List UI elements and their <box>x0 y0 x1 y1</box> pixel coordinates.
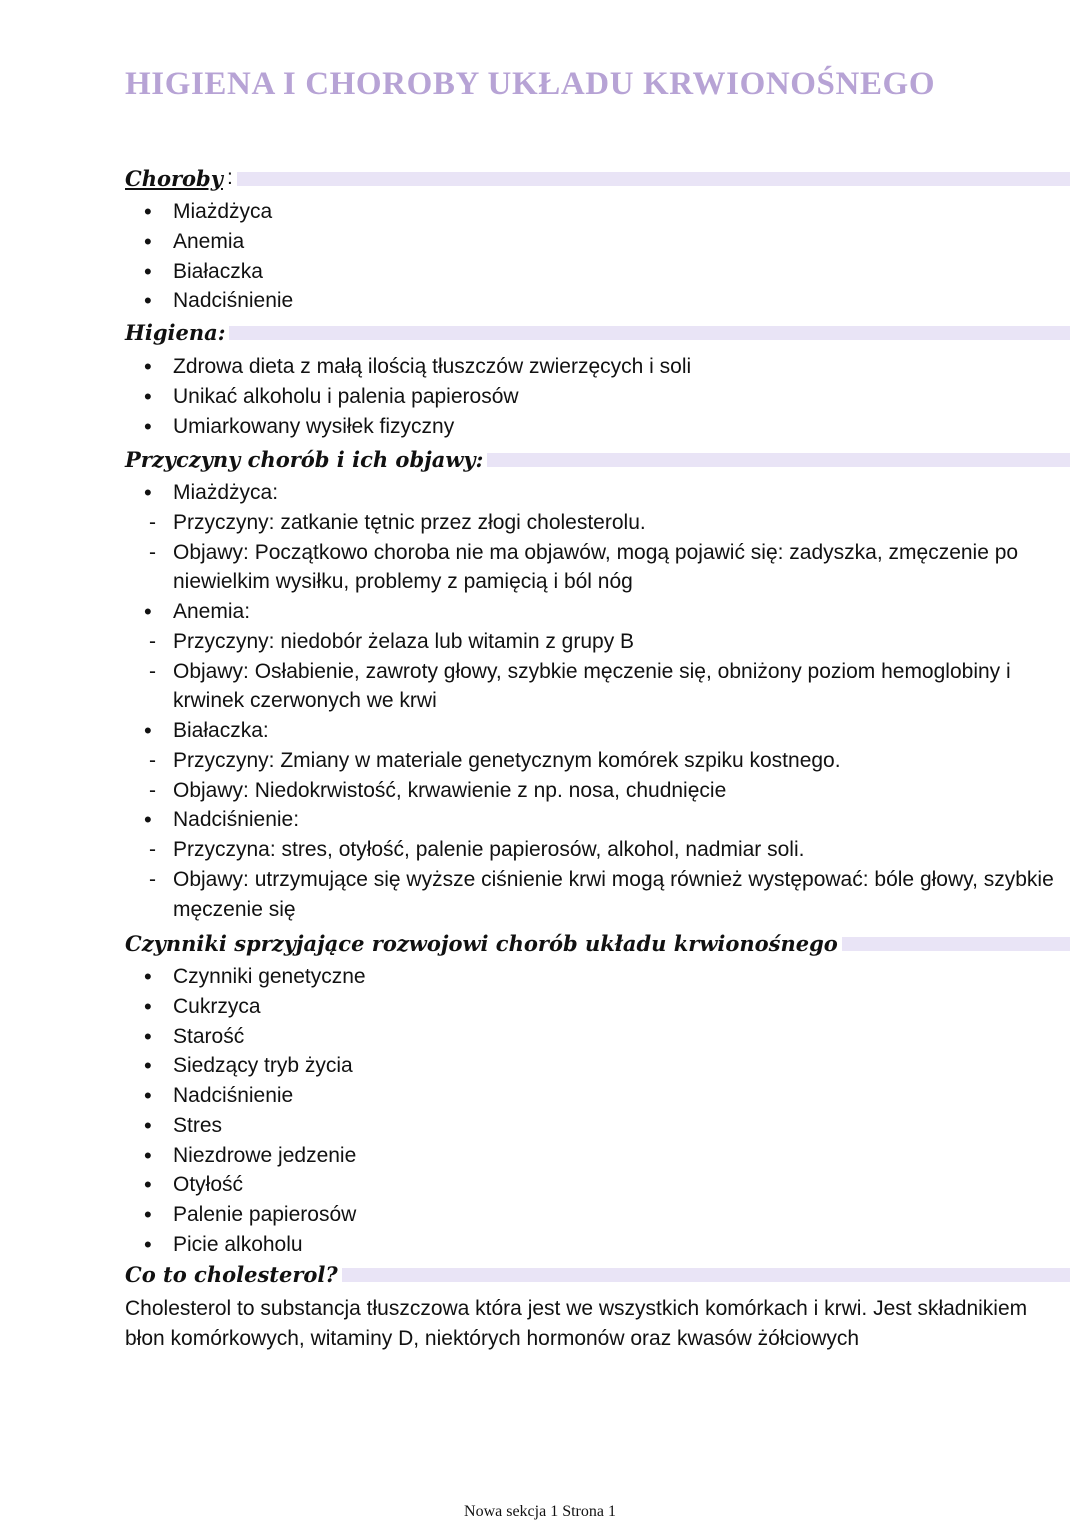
heading-highlight-bar <box>342 1268 1070 1282</box>
list-item: • Nadciśnienie <box>140 1081 1070 1111</box>
disease-item: • Anemia: <box>140 597 1070 627</box>
list-item: • Otyłość <box>140 1170 1070 1200</box>
list-item: • Białaczka <box>140 257 1070 287</box>
list-item: • Siedzący tryb życia <box>140 1051 1070 1081</box>
section-heading-cholesterol: Co to cholesterol? <box>125 1261 338 1287</box>
list-item: • Starość <box>140 1022 1070 1052</box>
section-cholesterol-header <box>125 1259 1070 1289</box>
list-item: • Niezdrowe jedzenie <box>140 1141 1070 1171</box>
section-heading-higiena: Higiena: <box>125 319 226 345</box>
list-item: • Unikać alkoholu i palenia papierosów <box>140 382 1070 412</box>
section-czynniki-header <box>125 928 1070 958</box>
symptom-line: - Objawy: utrzymujące się wyższe ciśnienie krwi mogą również występować: bóle głowy, szybkie męczenie się <box>140 865 1070 925</box>
list-item: • Umiarkowany wysiłek fizyczny <box>140 412 1070 442</box>
list-item: • Cukrzyca <box>140 992 1070 1022</box>
page-footer: Nowa sekcja 1 Strona 1 <box>464 1503 616 1520</box>
section-choroby-header <box>125 163 1070 193</box>
list-item: • Czynniki genetyczne <box>140 962 1070 992</box>
heading-colon: : <box>226 166 233 189</box>
section-heading-czynniki: Czynniki sprzyjające rozwojowi chorób układu krwionośnego <box>125 930 838 956</box>
section-heading-przyczyny: Przyczyny chorób i ich objawy: <box>125 446 484 472</box>
section-przyczyny-header <box>125 444 1070 474</box>
list-item: • Miażdżyca <box>140 197 1070 227</box>
section-higiena-header <box>125 317 1070 347</box>
cause-line: - Przyczyny: niedobór żelaza lub witamin z grupy B <box>140 627 1070 657</box>
list-item: • Nadciśnienie <box>140 286 1070 316</box>
list-item: • Palenie papierosów <box>140 1200 1070 1230</box>
disease-item: • Miażdżyca: <box>140 478 1070 508</box>
choroby-list <box>140 197 1070 316</box>
cause-line: - Przyczyny: zatkanie tętnic przez złogi cholesterolu. <box>140 508 1070 538</box>
heading-highlight-bar <box>842 937 1070 951</box>
przyczyny-list <box>140 478 1070 924</box>
cholesterol-paragraph: Cholesterol to substancja tłuszczowa która jest we wszystkich komórkach i krwi. Jest składnikiem błon komórkowych, witaminy D, niektórych hormonów oraz kwasów żółciowych <box>125 1297 1028 1350</box>
symptom-line: - Objawy: Niedokrwistość, krwawienie z np. nosa, chudnięcie <box>140 776 1070 806</box>
disease-item: • Białaczka: <box>140 716 1070 746</box>
list-item: • Anemia <box>140 227 1070 257</box>
heading-highlight-bar <box>237 172 1070 186</box>
heading-highlight-bar <box>229 326 1070 340</box>
symptom-line: - Objawy: Osłabienie, zawroty głowy, szybkie męczenie się, obniżony poziom hemoglobiny i krwinek czerwonych we krwi <box>140 657 1070 717</box>
cause-line: - Przyczyna: stres, otyłość, palenie papierosów, alkohol, nadmiar soli. <box>140 835 1070 865</box>
symptom-line: - Objawy: Początkowo choroba nie ma objawów, mogą pojawić się: zadyszka, zmęczenie po niewielkim wysiłku, problemy z pamięcią i ból nóg <box>140 538 1070 598</box>
disease-item: • Nadciśnienie: <box>140 805 1070 835</box>
czynniki-list <box>140 962 1070 1260</box>
page-title: HIGIENA I CHOROBY UKŁADU KRWIONOŚNEGO <box>125 66 936 102</box>
list-item: • Zdrowa dieta z małą ilością tłuszczów zwierzęcych i soli <box>140 352 1070 382</box>
section-heading-choroby: Choroby <box>125 165 223 191</box>
list-item: • Stres <box>140 1111 1070 1141</box>
higiena-list <box>140 352 1070 441</box>
cause-line: - Przyczyny: Zmiany w materiale genetycznym komórek szpiku kostnego. <box>140 746 1070 776</box>
heading-highlight-bar <box>487 453 1070 467</box>
list-item: • Picie alkoholu <box>140 1230 1070 1260</box>
